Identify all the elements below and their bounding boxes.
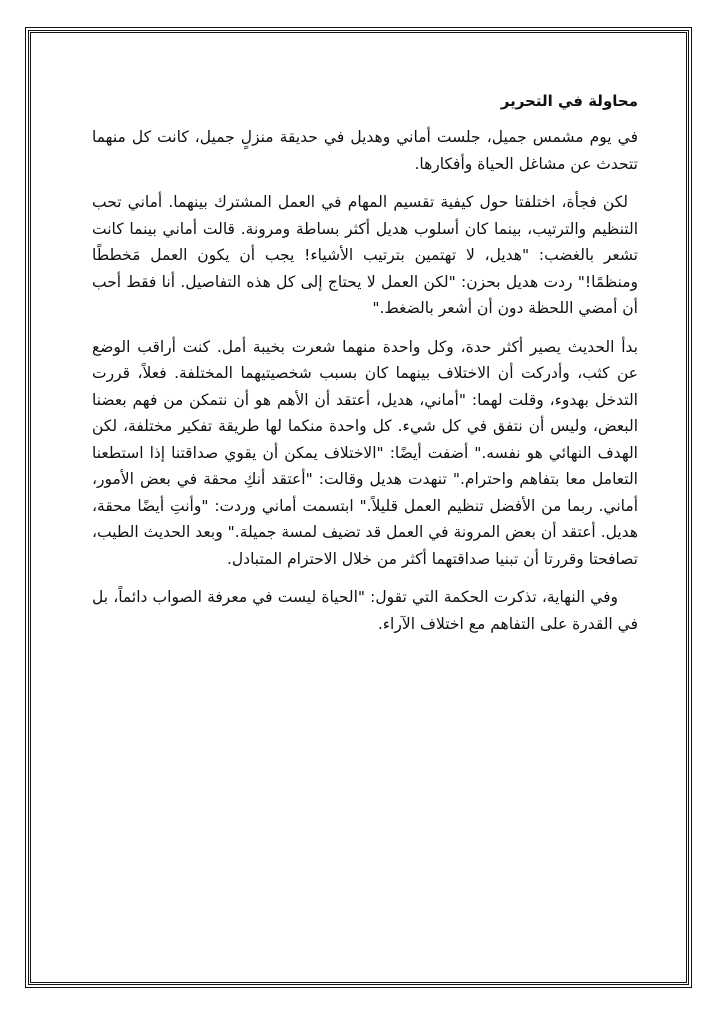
document-title: محاولة في التحرير: [500, 92, 638, 110]
paragraph-3: بدأ الحديث يصير أكثر حدة، وكل واحدة منهما شعرت بخيبة أمل. كنت أراقب الوضع عن كثب، وأدركت أن الاختلاف بينهما كان بسبب شخصيتيهما المختلفة. فعلاً، قررت التدخل بهدوء، وقلت لهما: "أماني، هديل، أعتقد أن الأهم هو أن نتمكن من فهم بعضنا البعض، وليس أن نتفق في كل شيء. كل واحدة منكما لها طريقة تفكير مختلفة، لكن الهدف النهائي هو نفسه." أضفت أيضًا: "الاختلاف يمكن أن يقوي صداقتنا إذا استطعنا التعامل معا بتفاهم واحترام." تنهدت هديل وقالت: "أعتقد أنكِ محقة في بعض الأمور، أماني. ربما من الأفضل تنظيم العمل قليلاً." ابتسمت أماني وردت: "وأنتِ أيضًا محقة، هديل. أعتقد أن بعض المرونة في العمل قد تضيف لمسة جميلة." وبعد الحديث الطيب، تصافحتا وقررتا أن تبنيا صداقتهما أكثر من خلال الاحترام المتبادل.: [92, 337, 638, 568]
paragraph-2: لكن فجأة، اختلفتا حول كيفية تقسيم المهام في العمل المشترك بينهما. أماني تحب التنظيم والترتيب، بينما كان أسلوب هديل أكثر بساطة ومرونة. قالت أماني بينما كانت تشعر بالغضب: "هديل، لا تهتمين بترتيب الأشياء! يجب أن يكون العمل مَخططًا ومنظمًا!" ردت هديل بحزن: "لكن العمل لا يحتاج إلى كل هذه التفاصيل. أنا فقط أحب أن أمضي اللحظة دون أن أشعر بالضغط.": [92, 193, 638, 317]
paragraph-4: وفي النهاية، تذكرت الحكمة التي تقول: "الحياة ليست في معرفة الصواب دائماً، بل في القدرة على التفاهم مع اختلاف الآراء.: [92, 588, 638, 633]
document-body: [92, 88, 638, 649]
paragraph-1: في يوم مشمس جميل، جلست أماني وهديل في حديقة منزلٍ جميل، كانت كل منهما تتحدث عن مشاغل الحياة وأفكارها.: [92, 128, 638, 173]
